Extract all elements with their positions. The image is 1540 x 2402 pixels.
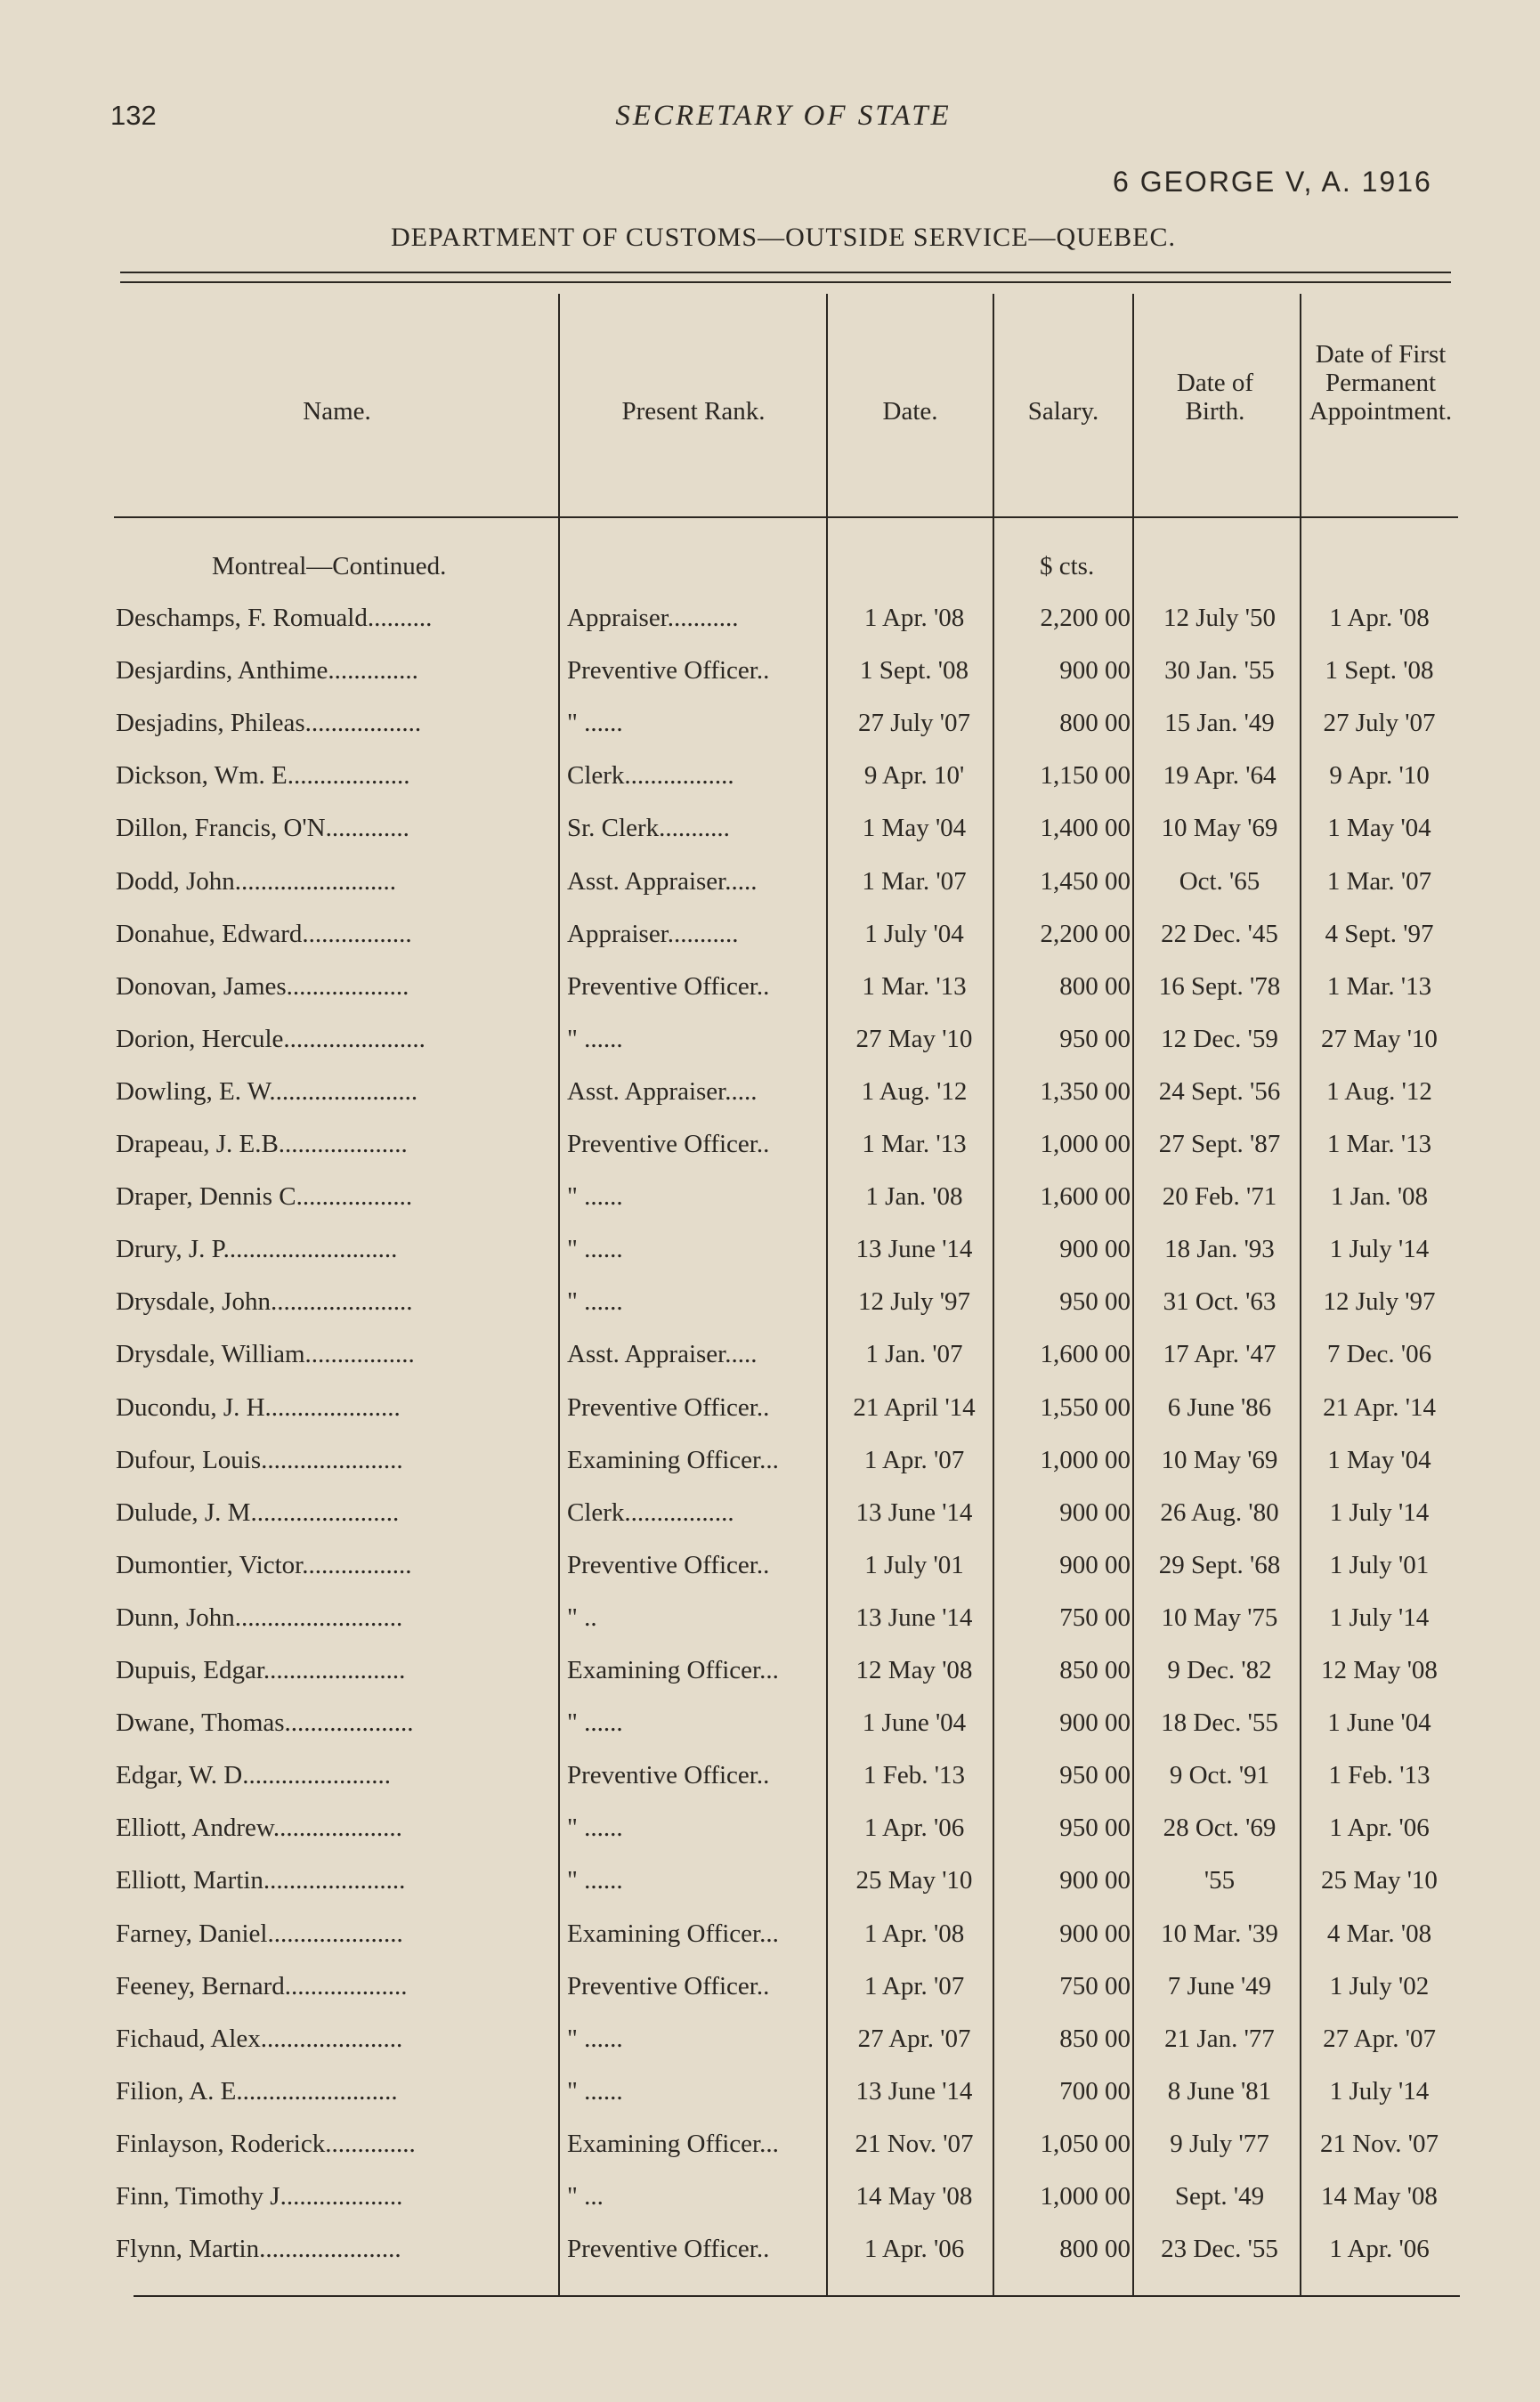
cell-name: Finlayson, Roderick.............. xyxy=(116,2129,416,2158)
cell-dob: 16 Sept. '78 xyxy=(1158,971,1281,1001)
table-row xyxy=(0,709,1540,750)
cell-rank: " ...... xyxy=(567,1814,623,1843)
cell-rank: " ...... xyxy=(567,2024,623,2053)
cell-name: Drysdale, William................. xyxy=(116,1340,415,1369)
cell-first: 1 Mar. '13 xyxy=(1326,1130,1432,1158)
cell-dob: 22 Dec. '45 xyxy=(1161,919,1278,948)
table-row xyxy=(0,1340,1540,1381)
table-row xyxy=(0,604,1540,645)
cell-name: Dwane, Thomas.................... xyxy=(116,1708,414,1738)
cell-first: 12 July '97 xyxy=(1323,1287,1436,1317)
table-row xyxy=(0,2235,1540,2276)
table-row xyxy=(0,814,1540,855)
cell-rank: Appraiser........... xyxy=(567,604,739,632)
cell-first: 1 June '04 xyxy=(1327,1708,1431,1738)
cell-salary: 900 00 xyxy=(1059,656,1131,686)
cell-date: 1 Apr. '08 xyxy=(863,604,965,632)
cell-name: Edgar, W. D....................... xyxy=(116,1761,391,1790)
cell-salary: 950 00 xyxy=(1059,1287,1131,1317)
cell-date: 27 Apr. '07 xyxy=(857,2024,971,2053)
table-row xyxy=(0,761,1540,802)
cell-rank: Examining Officer... xyxy=(567,1445,779,1474)
cell-name: Donahue, Edward................. xyxy=(116,919,412,948)
cell-date: 27 May '10 xyxy=(855,1024,973,1053)
cell-rank: " ...... xyxy=(567,1708,623,1738)
table-row xyxy=(0,1551,1540,1592)
cell-date: 1 Mar. '07 xyxy=(862,866,967,896)
cell-rank: " ...... xyxy=(567,1866,623,1895)
salary-units: $ cts. xyxy=(1040,552,1095,580)
table-row xyxy=(0,1235,1540,1276)
cell-date: 1 Apr. '06 xyxy=(863,2235,965,2264)
top-rule-double xyxy=(120,281,1451,283)
cell-first: 12 May '08 xyxy=(1321,1656,1438,1684)
cell-date: 1 Apr. '06 xyxy=(863,1814,965,1843)
cell-rank: Clerk................. xyxy=(567,761,734,791)
cell-date: 14 May '08 xyxy=(855,2182,973,2211)
cell-salary: 1,150 00 xyxy=(1040,761,1131,791)
cell-dob: 29 Sept. '68 xyxy=(1158,1550,1281,1579)
cell-rank: " ...... xyxy=(567,1182,623,1212)
cell-first: 1 Feb. '13 xyxy=(1328,1761,1431,1790)
cell-dob: 9 July '77 xyxy=(1170,2129,1269,2158)
table-row xyxy=(0,1919,1540,1960)
cell-dob: 31 Oct. '63 xyxy=(1163,1287,1277,1317)
cell-dob: 26 Aug. '80 xyxy=(1160,1497,1279,1527)
cell-dob: 19 Apr. '64 xyxy=(1163,761,1277,791)
cell-rank: Preventive Officer.. xyxy=(567,2235,770,2264)
cell-salary: 850 00 xyxy=(1059,2024,1131,2053)
cell-rank: Appraiser........... xyxy=(567,919,739,948)
cell-name: Elliott, Andrew.................... xyxy=(116,1814,402,1843)
cell-salary: 800 00 xyxy=(1059,709,1131,738)
cell-rank: Asst. Appraiser..... xyxy=(567,866,758,896)
header-name: Name. xyxy=(303,397,371,426)
cell-first: 27 July '07 xyxy=(1323,709,1436,738)
cell-date: 1 Apr. '07 xyxy=(863,1445,965,1474)
table-row xyxy=(0,2130,1540,2171)
table-row xyxy=(0,1866,1540,1907)
cell-salary: 2,200 00 xyxy=(1040,919,1131,948)
cell-name: Dodd, John......................... xyxy=(116,866,396,896)
table-row xyxy=(0,1761,1540,1802)
cell-name: Fichaud, Alex...................... xyxy=(116,2024,403,2053)
cell-first: 27 Apr. '07 xyxy=(1323,2024,1436,2053)
cell-first: 1 July '14 xyxy=(1329,2076,1430,2106)
cell-salary: 900 00 xyxy=(1059,1866,1131,1895)
cell-first: 27 May '10 xyxy=(1321,1024,1438,1053)
cell-salary: 1,000 00 xyxy=(1040,2182,1131,2211)
cell-dob: 24 Sept. '56 xyxy=(1158,1076,1281,1106)
cell-date: 27 July '07 xyxy=(857,709,971,738)
cell-salary: 900 00 xyxy=(1059,1550,1131,1579)
cell-rank: Examining Officer... xyxy=(567,1919,779,1948)
cell-first: 1 May '04 xyxy=(1327,814,1431,843)
cell-first: 1 Mar. '07 xyxy=(1326,866,1432,896)
cell-dob: 21 Jan. '77 xyxy=(1164,2024,1275,2053)
department-title: DEPARTMENT OF CUSTOMS—OUTSIDE SERVICE—QUEBEC. xyxy=(390,223,1176,252)
cell-salary: 1,350 00 xyxy=(1040,1076,1131,1106)
cell-name: Drapeau, J. E.B.................... xyxy=(116,1130,408,1158)
cell-date: 1 July '01 xyxy=(864,1550,964,1579)
cell-salary: 800 00 xyxy=(1059,971,1131,1001)
header-salary: Salary. xyxy=(1027,397,1099,426)
table-row xyxy=(0,2025,1540,2065)
cell-dob: 6 June '86 xyxy=(1167,1392,1272,1422)
cell-salary: 1,000 00 xyxy=(1040,1130,1131,1158)
cell-rank: " ...... xyxy=(567,1235,623,1264)
cell-rank: " ...... xyxy=(567,1287,623,1317)
cell-rank: Sr. Clerk........... xyxy=(567,814,730,843)
cell-rank: " ...... xyxy=(567,2076,623,2106)
cell-first: 21 Nov. '07 xyxy=(1319,2129,1439,2158)
cell-date: 1 Jan. '07 xyxy=(865,1340,963,1369)
cell-dob: 10 May '69 xyxy=(1161,814,1278,843)
header-date: Date. xyxy=(882,397,938,426)
cell-dob: 23 Dec. '55 xyxy=(1161,2235,1278,2264)
cell-salary: 750 00 xyxy=(1059,1971,1131,2000)
cell-name: Filion, A. E......................... xyxy=(116,2076,398,2106)
cell-date: 21 April '14 xyxy=(853,1392,976,1422)
table-row xyxy=(0,1603,1540,1644)
cell-name: Ducondu, J. H..................... xyxy=(116,1392,401,1422)
cell-dob: 28 Oct. '69 xyxy=(1163,1814,1277,1843)
cell-date: 13 June '14 xyxy=(855,1603,973,1632)
cell-date: 1 Aug. '12 xyxy=(861,1076,968,1106)
cell-dob: 10 Mar. '39 xyxy=(1161,1919,1278,1948)
cell-salary: 1,050 00 xyxy=(1040,2129,1131,2158)
cell-name: Dulude, J. M....................... xyxy=(116,1497,400,1527)
cell-dob: 27 Sept. '87 xyxy=(1158,1130,1281,1158)
top-rule xyxy=(120,272,1451,273)
page-number: 132 xyxy=(110,100,157,131)
cell-first: 1 July '14 xyxy=(1329,1497,1430,1527)
header-first-appointment: Date of First Permanent Appointment. xyxy=(1309,340,1453,426)
cell-rank: Asst. Appraiser..... xyxy=(567,1340,758,1369)
cell-salary: 950 00 xyxy=(1059,1024,1131,1053)
cell-first: 1 Jan. '08 xyxy=(1330,1182,1429,1212)
cell-salary: 950 00 xyxy=(1059,1761,1131,1790)
cell-first: 1 Sept. '08 xyxy=(1325,656,1434,686)
cell-dob: 20 Feb. '71 xyxy=(1162,1182,1277,1212)
cell-rank: " ... xyxy=(567,2182,604,2211)
cell-salary: 900 00 xyxy=(1059,1235,1131,1264)
cell-date: 13 June '14 xyxy=(855,2076,973,2106)
cell-date: 1 Jan. '08 xyxy=(865,1182,963,1212)
table-row xyxy=(0,1287,1540,1328)
cell-dob: 18 Dec. '55 xyxy=(1161,1708,1278,1738)
cell-rank: Asst. Appraiser..... xyxy=(567,1076,758,1106)
session-label: 6 GEORGE V, A. 1916 xyxy=(1113,166,1432,198)
cell-name: Dickson, Wm. E................... xyxy=(116,761,410,791)
cell-date: 1 Apr. '07 xyxy=(863,1971,965,2000)
cell-name: Desjardins, Anthime.............. xyxy=(116,656,418,686)
cell-date: 21 Nov. '07 xyxy=(855,2129,974,2158)
cell-salary: 1,000 00 xyxy=(1040,1445,1131,1474)
cell-date: 13 June '14 xyxy=(855,1235,973,1264)
cell-first: 1 July '02 xyxy=(1329,1971,1430,2000)
cell-name: Deschamps, F. Romuald.......... xyxy=(116,604,433,632)
cell-first: 1 Apr. '06 xyxy=(1329,1814,1430,1843)
cell-salary: 750 00 xyxy=(1059,1603,1131,1632)
cell-dob: 30 Jan. '55 xyxy=(1164,656,1275,686)
table-row xyxy=(0,867,1540,908)
cell-name: Drysdale, John...................... xyxy=(116,1287,413,1317)
table-row xyxy=(0,1446,1540,1487)
cell-date: 1 Feb. '13 xyxy=(863,1761,965,1790)
cell-name: Dorion, Hercule...................... xyxy=(116,1024,426,1053)
cell-salary: 900 00 xyxy=(1059,1708,1131,1738)
cell-salary: 2,200 00 xyxy=(1040,604,1131,632)
table-row xyxy=(0,1708,1540,1749)
cell-first: 14 May '08 xyxy=(1321,2182,1438,2211)
cell-salary: 850 00 xyxy=(1059,1656,1131,1684)
cell-first: 1 July '01 xyxy=(1329,1550,1430,1579)
table-row xyxy=(0,920,1540,961)
running-title: SECRETARY OF STATE xyxy=(615,100,952,132)
table-row xyxy=(0,1393,1540,1434)
cell-name: Elliott, Martin...................... xyxy=(116,1866,406,1895)
cell-name: Finn, Timothy J................... xyxy=(116,2182,403,2211)
cell-dob: 8 June '81 xyxy=(1167,2076,1272,2106)
table-row xyxy=(0,1077,1540,1118)
cell-date: 1 Sept. '08 xyxy=(859,656,969,686)
cell-rank: Preventive Officer.. xyxy=(567,1392,770,1422)
table-row xyxy=(0,2077,1540,2118)
cell-salary: 1,400 00 xyxy=(1040,814,1131,843)
cell-first: 1 Apr. '06 xyxy=(1329,2235,1430,2264)
cell-dob: 12 Dec. '59 xyxy=(1161,1024,1278,1053)
table-row xyxy=(0,1972,1540,2013)
cell-dob: 18 Jan. '93 xyxy=(1164,1235,1275,1264)
cell-salary: 1,600 00 xyxy=(1040,1182,1131,1212)
cell-salary: 900 00 xyxy=(1059,1497,1131,1527)
cell-dob: 9 Dec. '82 xyxy=(1167,1656,1272,1684)
header-rule xyxy=(114,516,1458,518)
cell-name: Donovan, James................... xyxy=(116,971,409,1001)
cell-name: Desjadins, Phileas.................. xyxy=(116,709,422,738)
cell-dob: 10 May '69 xyxy=(1161,1445,1278,1474)
cell-date: 1 Apr. '08 xyxy=(863,1919,965,1948)
cell-first: 1 July '14 xyxy=(1329,1603,1430,1632)
cell-dob: 9 Oct. '91 xyxy=(1169,1761,1270,1790)
cell-name: Dunn, John.......................... xyxy=(116,1603,403,1632)
cell-date: 12 May '08 xyxy=(855,1656,973,1684)
table-row xyxy=(0,1814,1540,1854)
cell-rank: Preventive Officer.. xyxy=(567,1971,770,2000)
table-row xyxy=(0,1656,1540,1697)
table-row xyxy=(0,1025,1540,1066)
cell-first: 1 Mar. '13 xyxy=(1326,971,1432,1001)
cell-name: Draper, Dennis C.................. xyxy=(116,1182,413,1212)
cell-rank: Preventive Officer.. xyxy=(567,656,770,686)
cell-salary: 950 00 xyxy=(1059,1814,1131,1843)
cell-rank: Preventive Officer.. xyxy=(567,971,770,1001)
table-row xyxy=(0,1498,1540,1539)
cell-first: 1 Apr. '08 xyxy=(1329,604,1430,632)
cell-rank: " ...... xyxy=(567,1024,623,1053)
cell-date: 13 June '14 xyxy=(855,1497,973,1527)
cell-rank: Examining Officer... xyxy=(567,1656,779,1684)
cell-salary: 700 00 xyxy=(1059,2076,1131,2106)
cell-name: Dowling, E. W....................... xyxy=(116,1076,418,1106)
cell-name: Dupuis, Edgar...................... xyxy=(116,1656,406,1684)
cell-dob: Oct. '65 xyxy=(1179,866,1260,896)
cell-name: Dumontier, Victor................. xyxy=(116,1550,412,1579)
cell-dob: Sept. '49 xyxy=(1174,2182,1265,2211)
cell-first: 9 Apr. '10 xyxy=(1329,761,1430,791)
cell-rank: Preventive Officer.. xyxy=(567,1130,770,1158)
cell-rank: " .. xyxy=(567,1603,597,1632)
cell-rank: Preventive Officer.. xyxy=(567,1550,770,1579)
cell-rank: Clerk................. xyxy=(567,1497,734,1527)
header-rank: Present Rank. xyxy=(621,397,766,426)
table-row xyxy=(0,1182,1540,1223)
cell-name: Feeney, Bernard................... xyxy=(116,1971,408,2000)
cell-dob: 12 July '50 xyxy=(1163,604,1277,632)
cell-salary: 1,450 00 xyxy=(1040,866,1131,896)
cell-rank: Examining Officer... xyxy=(567,2129,779,2158)
cell-salary: 800 00 xyxy=(1059,2235,1131,2264)
cell-date: 25 May '10 xyxy=(855,1866,973,1895)
cell-rank: " ...... xyxy=(567,709,623,738)
cell-salary: 1,550 00 xyxy=(1040,1392,1131,1422)
cell-first: 21 Apr. '14 xyxy=(1323,1392,1436,1422)
cell-name: Dufour, Louis...................... xyxy=(116,1445,403,1474)
cell-date: 1 Mar. '13 xyxy=(862,971,967,1001)
cell-date: 1 May '04 xyxy=(862,814,967,843)
cell-dob: 17 Apr. '47 xyxy=(1163,1340,1277,1369)
cell-name: Dillon, Francis, O'N............. xyxy=(116,814,409,843)
cell-first: 1 May '04 xyxy=(1327,1445,1431,1474)
cell-dob: 15 Jan. '49 xyxy=(1164,709,1275,738)
table-row xyxy=(0,1130,1540,1171)
table-row xyxy=(0,656,1540,697)
cell-name: Drury, J. P........................... xyxy=(116,1235,398,1264)
cell-dob: '55 xyxy=(1204,1866,1236,1895)
cell-date: 1 June '04 xyxy=(862,1708,967,1738)
cell-first: 4 Mar. '08 xyxy=(1326,1919,1432,1948)
cell-first: 7 Dec. '06 xyxy=(1326,1340,1432,1369)
cell-first: 25 May '10 xyxy=(1321,1866,1438,1895)
cell-first: 1 July '14 xyxy=(1329,1235,1430,1264)
cell-first: 1 Aug. '12 xyxy=(1326,1076,1432,1106)
table-row xyxy=(0,2182,1540,2223)
cell-dob: 10 May '75 xyxy=(1161,1603,1278,1632)
cell-date: 12 July '97 xyxy=(857,1287,971,1317)
table-row xyxy=(0,972,1540,1013)
cell-date: 9 Apr. 10' xyxy=(863,761,965,791)
section-label: Montreal—Continued. xyxy=(212,552,447,580)
bottom-rule xyxy=(134,2295,1460,2297)
cell-salary: 1,600 00 xyxy=(1040,1340,1131,1369)
cell-date: 1 July '04 xyxy=(864,919,964,948)
cell-salary: 900 00 xyxy=(1059,1919,1131,1948)
cell-date: 1 Mar. '13 xyxy=(862,1130,967,1158)
header-date-of-birth: Date of Birth. xyxy=(1176,369,1254,426)
cell-first: 4 Sept. '97 xyxy=(1325,919,1434,948)
cell-dob: 7 June '49 xyxy=(1167,1971,1272,2000)
cell-name: Flynn, Martin...................... xyxy=(116,2235,401,2264)
cell-name: Farney, Daniel..................... xyxy=(116,1919,403,1948)
cell-rank: Preventive Officer.. xyxy=(567,1761,770,1790)
